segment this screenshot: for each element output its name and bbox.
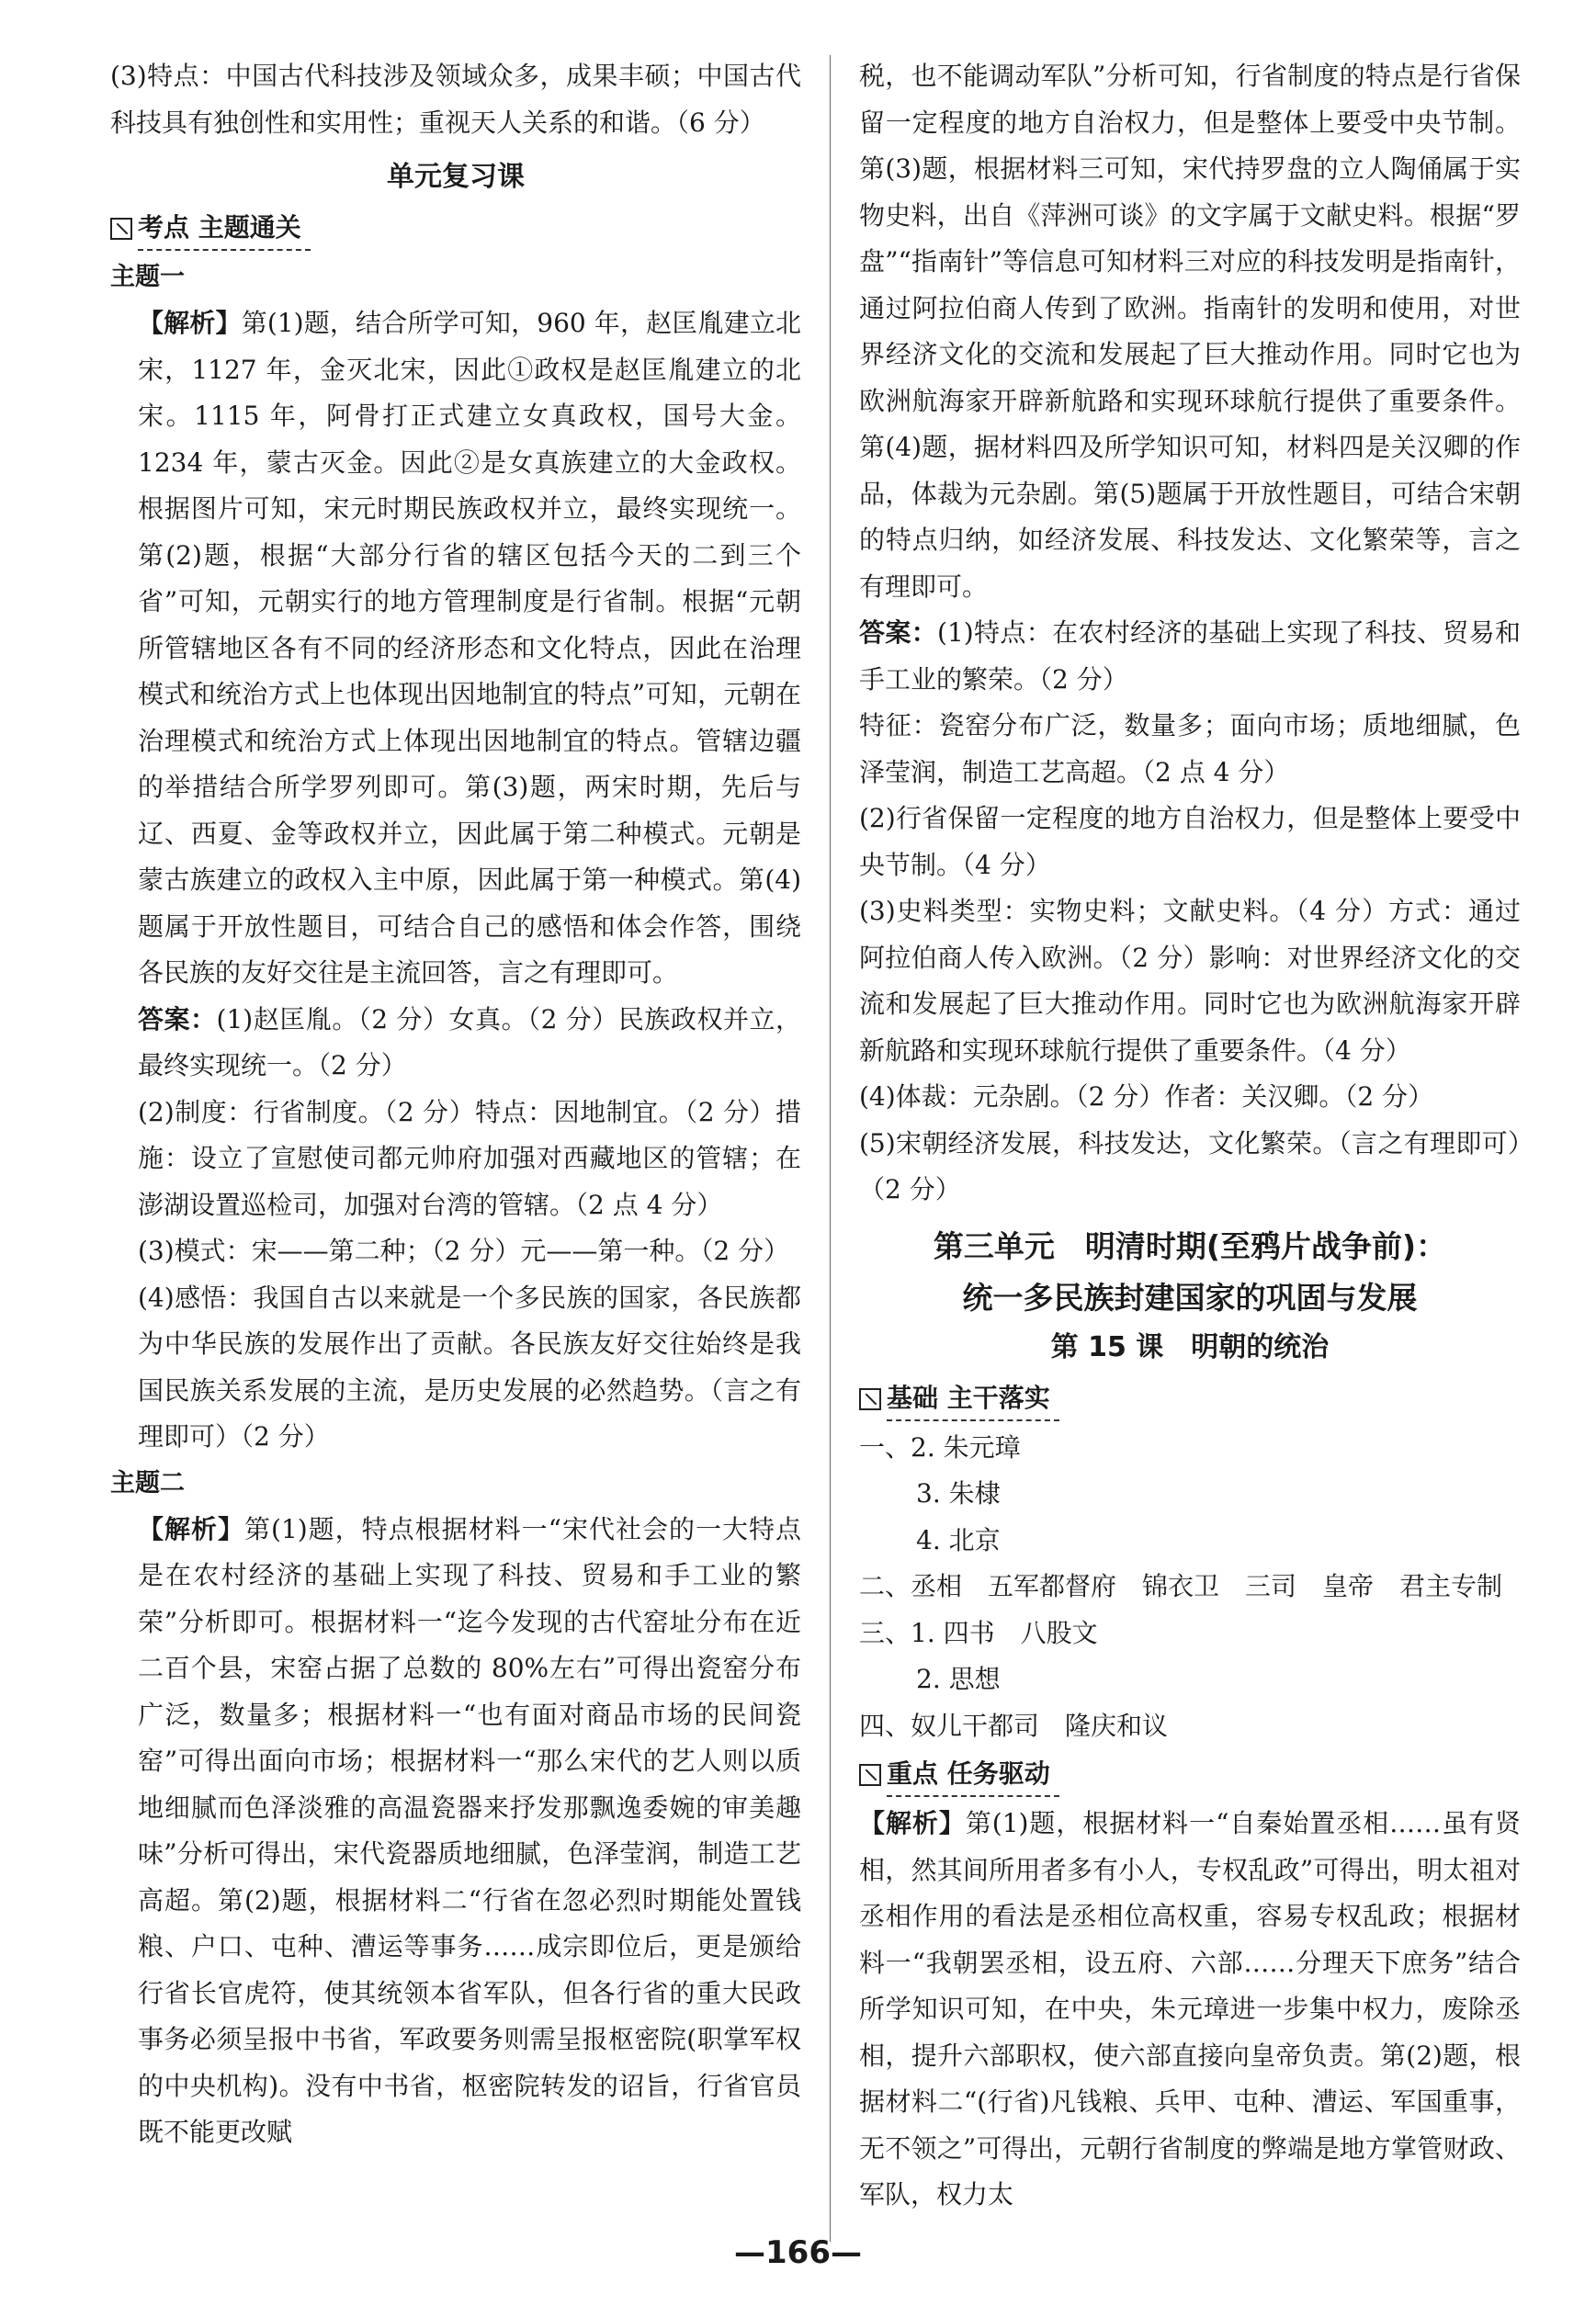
section-tag	[859, 1377, 1521, 1421]
section-title: 单元复习课	[387, 161, 525, 193]
section-tag	[859, 1753, 1521, 1797]
list-item: 四、奴儿干都司 隆庆和议	[859, 1710, 1169, 1741]
paragraph: (3)特点：中国古代科技涉及领域众多，成果丰硕；中国古代科技具有独创性和实用性；重视天人关系的和谐。（6 分）	[110, 61, 801, 138]
page-number: —166—	[734, 2234, 862, 2271]
answer-text: (1)赵匡胤。（2 分）女真。（2 分）民族政权并立，最终实现统一。（2 分）	[138, 1003, 801, 1080]
list-item: 4. 北京	[916, 1524, 1001, 1555]
tag-label: 基础 主干落实	[887, 1377, 1059, 1421]
answer-paragraph	[110, 997, 801, 1090]
list-item: 三、1. 四书 八股文	[859, 1617, 1098, 1648]
analysis-text: 第(1)题，特点根据材料一“宋代社会的一大特点是在农村经济的基础上实现了科技、贸易和手工业的繁荣”分析即可。根据材料一“迄今发现的古代窑址分布在近二百个县，宋窑占据了总数的 80%左右”可得出瓷窑分布广泛，数量多；根据材料一“也有面对商品市场的民间瓷窑”可得出面向市场；根据材料一“那么宋代的艺人则以质地细腻而色泽淡雅的高温瓷器来抒发那飘逸委婉的审美趣味”分析可得出，宋代瓷器质地细腻，色泽莹润，制造工艺高超。第(2)题，根据材料二“行省在忽必烈时期能处置钱粮、户口、屯种、漕运等事务……成宗即位后，更是颁给行省长官虎符，使其统领本省军队，但各行省的重大民政事务必须呈报中书省，军政要务则需呈报枢密院(职掌军权的中央机构)。没有中书省，枢密院转发的诏旨，行省官员既不能更改赋	[138, 1513, 801, 2147]
tag-arrow-icon	[110, 218, 132, 240]
section-tag	[110, 207, 801, 251]
answer-text: (1)特点：在农村经济的基础上实现了科技、贸易和手工业的繁荣。（2 分）	[859, 617, 1521, 695]
analysis-paragraph	[859, 1801, 1521, 2219]
answer-paragraph: (3)模式：宋——第二种；（2 分）元——第一种。（2 分）	[138, 1236, 790, 1266]
list-item: 一、2. 朱元璋	[859, 1431, 1021, 1463]
right-column	[859, 53, 1521, 2219]
answer-paragraph: 特征：瓷窑分布广泛，数量多；面向市场；质地细腻，色泽莹润，制造工艺高超。（2 点 4 分）	[859, 710, 1521, 787]
topic-heading: 主题二	[110, 1468, 185, 1498]
column-divider	[830, 55, 831, 2242]
tag-arrow-icon	[859, 1764, 881, 1786]
left-column	[110, 53, 801, 2156]
answer-label: 答案：	[859, 617, 938, 648]
unit-title: 第三单元 明清时期(至鸦片战争前)：	[933, 1227, 1447, 1264]
lesson-title: 第 15 课 明朝的统治	[1050, 1330, 1330, 1363]
tag-label: 考点 主题通关	[138, 207, 311, 251]
analysis-label: 【解析】	[138, 1513, 245, 1544]
answer-paragraph: (2)行省保留一定程度的地方自治权力，但是整体上要受中央节制。（4 分）	[859, 803, 1521, 880]
list-item: 2. 思想	[916, 1664, 1001, 1694]
answer-label: 答案：	[138, 1003, 217, 1034]
answer-paragraph: (3)史料类型：实物史料；文献史料。（4 分）方式：通过阿拉伯商人传入欧洲。（2 分）影响：对世界经济文化的交流和发展起了巨大推动作用。同时它也为欧洲航海家开辟新航路和实现环球航行提供了重要条件。（4 分）	[859, 896, 1521, 1066]
answer-paragraph: (4)体裁：元杂剧。（2 分）作者：关汉卿。（2 分）	[859, 1081, 1434, 1112]
tag-arrow-icon	[859, 1388, 881, 1410]
list-item: 二、丞相 五军都督府 锦衣卫 三司 皇帝 君主专制	[859, 1571, 1503, 1601]
analysis-text: 第(1)题，结合所学可知，960 年，赵匡胤建立北宋，1127 年，金灭北宋，因此①政权是赵匡胤建立的北宋。1115 年，阿骨打正式建立女真政权，国号大金。1234 年，蒙古灭金。因此②是女真族建立的大金政权。根据图片可知，宋元时期民族政权并立，最终实现统一。第(2)题，根据“大部分行省的辖区包括今天的二到三个省”可知，元朝实行的地方管理制度是行省制。根据“元朝所管辖地区各有不同的经济形态和文化特点，因此在治理模式和统治方式上也体现出因地制宜的特点”可知，元朝在治理模式和统治方式上体现出因地制宜的特点。管辖边疆的举措结合所学罗列即可。第(3)题，两宋时期，先后与辽、西夏、金等政权并立，因此属于第二种模式。元朝是蒙古族建立的政权入主中原，因此属于第一种模式。第(4)题属于开放性题目，可结合自己的感悟和体会作答，围绕各民族的友好交往是主流回答，言之有理即可。	[138, 308, 801, 988]
answer-paragraph: (5)宋朝经济发展，科技发达，文化繁荣。（言之有理即可）（2 分）	[859, 1127, 1521, 1204]
analysis-paragraph	[110, 300, 801, 997]
tag-label: 重点 任务驱动	[887, 1753, 1059, 1797]
answer-paragraph: (2)制度：行省制度。（2 分）特点：因地制宜。（2 分）措施：设立了宣慰使司都元帅府加强对西藏地区的管辖；在澎湖设置巡检司，加强对台湾的管辖。（2 点 4 分）	[138, 1096, 801, 1220]
analysis-label: 【解析】	[138, 308, 242, 338]
analysis-label: 【解析】	[859, 1808, 966, 1838]
analysis-paragraph	[110, 1507, 801, 2156]
answer-paragraph: (4)感悟：我国自古以来就是一个多民族的国家，各民族都为中华民族的发展作出了贡献。各民族友好交往始终是我国民族关系发展的主流，是历史发展的必然趋势。（言之有理即可）（2 分）	[138, 1282, 801, 1452]
list-item: 3. 朱棣	[916, 1478, 1001, 1509]
answer-paragraph	[859, 610, 1521, 703]
paragraph: 税，也不能调动军队”分析可知，行省制度的特点是行省保留一定程度的地方自治权力，但是整体上要受中央节制。第(3)题，根据材料三可知，宋代持罗盘的立人陶俑属于实物史料，出自《萍洲可谈》的文字属于文献史料。根据“罗盘”“指南针”等信息可知材料三对应的科技发明是指南针，通过阿拉伯商人传到了欧洲。指南针的发明和使用，对世界经济文化的交流和发展起了巨大推动作用。同时它也为欧洲航海家开辟新航路和实现环球航行提供了重要条件。第(4)题，据材料四及所学知识可知，材料四是关汉卿的作品，体裁为元杂剧。第(5)题属于开放性题目，可结合宋朝的特点归纳，如经济发展、科技发达、文化繁荣等，言之有理即可。	[859, 61, 1521, 602]
topic-heading: 主题一	[110, 263, 185, 291]
unit-subtitle: 统一多民族封建国家的巩固与发展	[962, 1279, 1418, 1316]
analysis-text: 第(1)题，根据材料一“自秦始置丞相……虽有贤相，然其间所用者多有小人，专权乱政”可得出，明太祖对丞相作用的看法是丞相位高权重，容易专权乱政；根据材料一“我朝罢丞相，设五府、六部……分理天下庶务”结合所学知识可知，在中央，朱元璋进一步集中权力，废除丞相，提升六部职权，使六部直接向皇帝负责。第(2)题，根据材料二“(行省)凡钱粮、兵甲、屯种、漕运、军国重事，无不领之”可得出，元朝行省制度的弊端是地方掌管财政、军队，权力太	[859, 1808, 1521, 2210]
